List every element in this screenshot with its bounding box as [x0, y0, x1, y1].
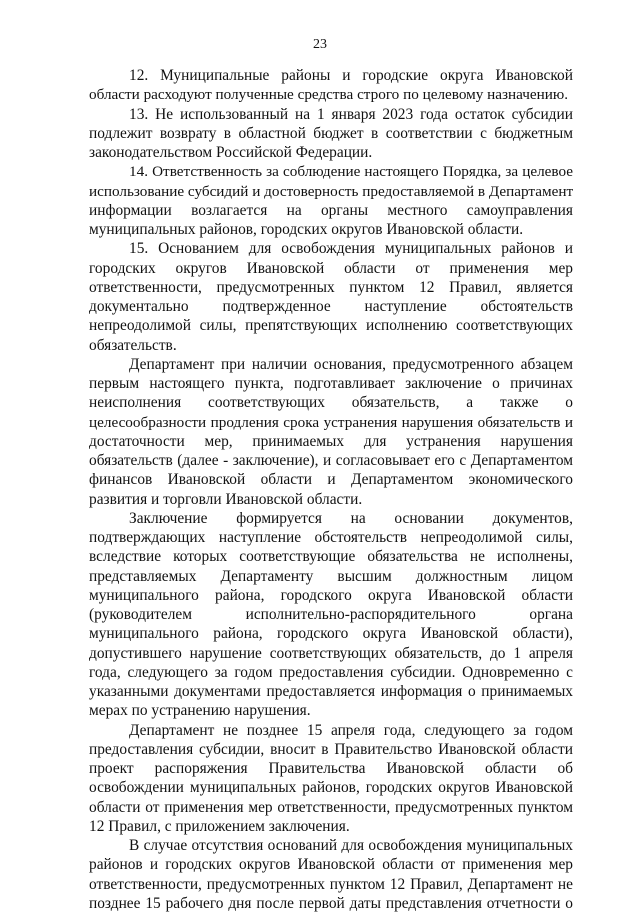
text-line: области от применения мер ответственности, предусмотренных пунктом — [89, 798, 573, 816]
text-line: 12. Муниципальные районы и городские округа Ивановской — [129, 67, 573, 84]
text-line: области расходуют полученные средства строго по целевому назначению. — [89, 86, 569, 104]
paragraph — [89, 721, 573, 837]
text-line: документально подтвержденное наступление обстоятельств — [89, 298, 573, 315]
text-line: позднее 15 рабочего дня после первой даты представления отчетности о — [89, 894, 573, 912]
text-line: мерах по устранению нарушения. — [89, 702, 311, 720]
text-line: целесообразности продления срока устранения нарушения обязательств и — [89, 413, 573, 431]
text-line: законодательством Российской Федерации. — [89, 144, 373, 161]
paragraph — [89, 105, 573, 163]
text-line: допустившего нарушение соответствующих обязательств, до 1 апреля — [89, 644, 573, 662]
text-line: городских округов Ивановской области от применения мер — [89, 259, 573, 277]
text-line: вследствие которых соответствующие обязательства не исполнены, — [89, 548, 573, 566]
page-number: 23 — [313, 37, 327, 52]
text-line: 14. Ответственность за соблюдение настоящего Порядка, за целевое — [129, 163, 573, 181]
paragraph — [89, 836, 573, 913]
text-line: обязательств. — [89, 336, 177, 354]
text-line: муниципального района, городского округа Ивановской области — [89, 586, 573, 604]
text-line: обязательств (далее - заключение), и согласовывает его с Департаментом — [89, 452, 573, 469]
document-body — [89, 66, 573, 913]
text-line: подтверждающих наступление обстоятельств непреодолимой силы, — [89, 529, 573, 546]
text-line: года, следующего за годом предоставления субсидии. Одновременно с — [89, 663, 573, 681]
text-line: первым настоящего пункта, подготавливает заключение о причинах — [89, 375, 573, 392]
text-line: достаточности мер, принимаемых для устранения нарушения — [89, 432, 573, 450]
paragraph — [89, 509, 573, 721]
text-line: развития и торговли Ивановской области. — [89, 490, 363, 508]
text-line: представляемых Департаменту высшим должностным лицом — [89, 567, 573, 585]
text-line: муниципальных районов, городских округов Ивановской области. — [89, 221, 524, 238]
text-line: районов и городских округов Ивановской области от применения мер — [89, 856, 573, 874]
text-line: ответственности, предусмотренных пунктом 12 Правил, является — [89, 278, 573, 296]
text-line: 13. Не использованный на 1 января 2023 года остаток субсидии — [129, 105, 573, 123]
text-line: проект распоряжения Правительства Ивановской области об — [89, 760, 573, 777]
text-line: информации возлагается на органы местного самоуправления — [89, 201, 573, 219]
text-line: указанными документами предоставляется информация о принимаемых — [89, 683, 573, 700]
text-line: 15. Основанием для освобождения муниципальных районов и — [129, 240, 573, 258]
text-line: предоставления субсидии, вносит в Правительство Ивановской области — [89, 740, 573, 758]
text-line: непреодолимой силы, препятствующих исполнению соответствующих — [89, 317, 573, 335]
paragraph — [89, 239, 573, 355]
text-line: финансов Ивановской области и Департаментом экономического — [89, 471, 573, 489]
text-line: 12 Правил, с приложением заключения. — [89, 817, 350, 835]
paragraph — [89, 162, 573, 239]
paragraph — [89, 355, 573, 509]
text-line: освобождении муниципальных районов, городских округов Ивановской — [89, 779, 573, 797]
text-line: подлежит возврату в областной бюджет в соответствии с бюджетным — [89, 124, 573, 142]
text-line: Департамент при наличии основания, предусмотренного абзацем — [129, 355, 573, 373]
paragraph — [89, 66, 573, 105]
text-line: Департамент не позднее 15 апреля года, следующего за годом — [129, 721, 573, 739]
text-line: ответственности, предусмотренных пунктом 12 Правил, Департамент не — [89, 875, 573, 893]
text-line: В случае отсутствия оснований для освобождения муниципальных — [129, 837, 573, 854]
text-line: использование субсидий и достоверность предоставляемой в Департамент — [89, 182, 574, 200]
text-line: (руководителем исполнительно-распорядительного органа — [89, 606, 573, 623]
text-line: муниципального района, городского округа Ивановской области), — [89, 625, 573, 643]
text-line: неисполнения соответствующих обязательств, а также о — [89, 394, 573, 412]
text-line: Заключение формируется на основании документов, — [129, 509, 573, 527]
